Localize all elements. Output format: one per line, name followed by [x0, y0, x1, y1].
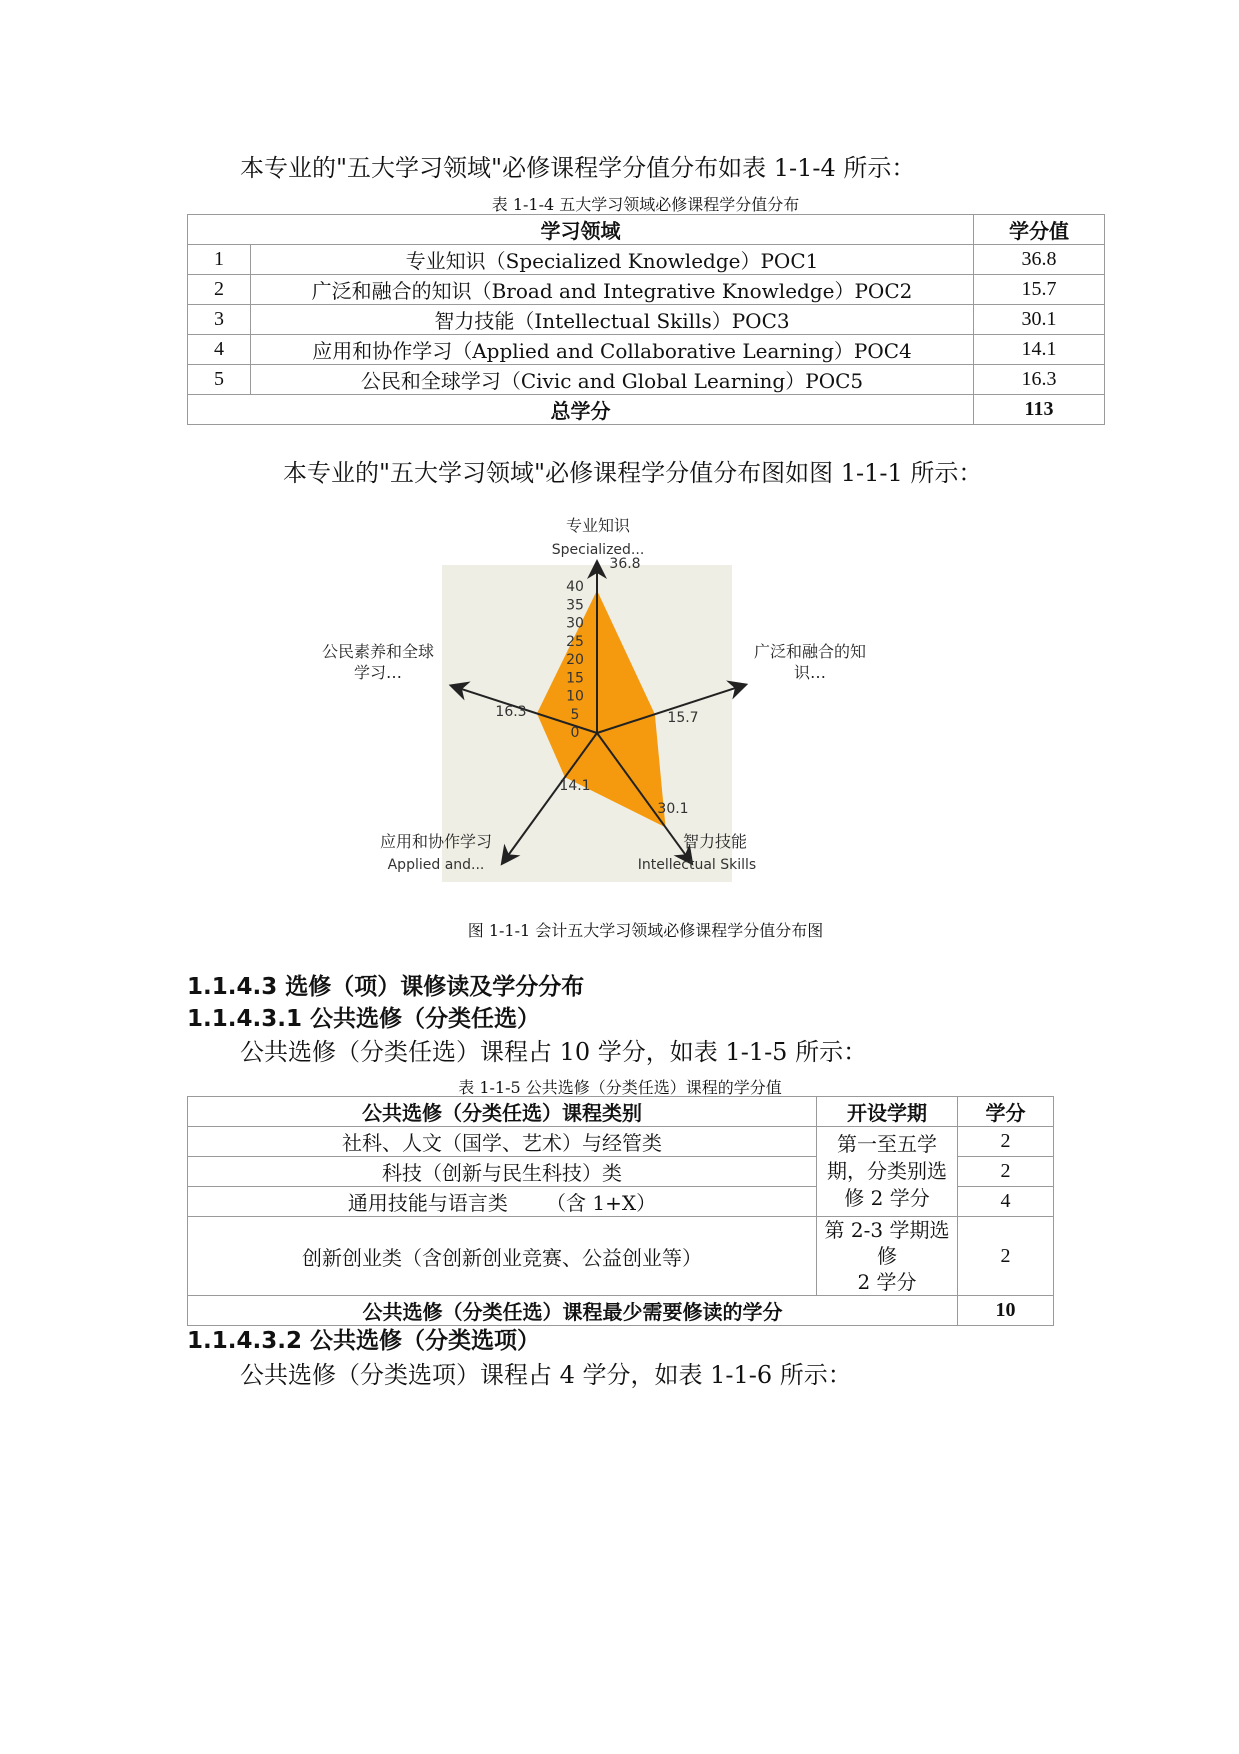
scale-tick-label: 10	[566, 688, 584, 705]
axis-label-en: Applied and...	[387, 857, 485, 873]
table-row	[188, 305, 1105, 335]
row-number: 4	[188, 335, 251, 365]
axis-label: 广泛和融合的知	[753, 642, 867, 661]
term-line: 修 2 学分	[844, 1186, 930, 1210]
category-credit: 2	[958, 1127, 1054, 1157]
axis-label: 公民素养和全球	[321, 642, 435, 661]
table-row	[188, 1127, 1054, 1157]
data-value-label: 15.7	[667, 710, 699, 726]
domain-name: 公民和全球学习（Civic and Global Learning）POC5	[251, 365, 974, 395]
section-heading-1-1-4-3-2: 1.1.4.3.2 公共选修（分类选项）	[187, 1328, 540, 1354]
data-value-label: 36.8	[609, 556, 641, 572]
row-number: 3	[188, 305, 251, 335]
term-cell	[817, 1127, 958, 1217]
axis-label: 智力技能	[682, 832, 748, 851]
category-credit: 4	[958, 1187, 1054, 1217]
scale-tick-label: 0	[570, 725, 580, 741]
intro-paragraph-1: 本专业的"五大学习领域"必修课程学分值分布如表 1-1-4 所示：	[240, 154, 916, 182]
table-five-domains	[187, 214, 1105, 425]
domain-name: 应用和协作学习（Applied and Collaborative Learning）POC4	[251, 335, 974, 365]
section-heading-1-1-4-3: 1.1.4.3 选修（项）课修读及学分分布	[187, 974, 585, 1000]
table-row	[188, 365, 1105, 395]
domain-value: 16.3	[974, 365, 1105, 395]
scale-tick-label: 5	[570, 706, 580, 723]
category-credit: 2	[958, 1157, 1054, 1187]
domain-value: 36.8	[974, 245, 1105, 275]
category-name: 科技（创新与民生科技）类	[188, 1157, 817, 1187]
table1-total-label: 总学分	[188, 395, 974, 425]
paragraph-public-elective: 公共选修（分类任选）课程占 10 学分，如表 1-1-5 所示：	[240, 1038, 868, 1066]
axis-label: 识…	[793, 663, 827, 682]
data-value-label: 16.3	[495, 704, 527, 720]
table1-header-credits: 学分值	[974, 215, 1105, 245]
table1-total-value: 113	[974, 395, 1105, 425]
category-name: 通用技能与语言类 （含 1+X）	[188, 1187, 817, 1217]
term-line: 期，分类别选	[827, 1159, 947, 1183]
row-number: 5	[188, 365, 251, 395]
data-value-label: 30.1	[657, 801, 689, 817]
axis-label: 学习…	[353, 663, 403, 682]
row-number: 1	[188, 245, 251, 275]
table-row	[188, 275, 1105, 305]
axis-label: 专业知识	[565, 516, 631, 535]
category-name: 社科、人文（国学、艺术）与经管类	[188, 1127, 817, 1157]
term-cell	[817, 1217, 958, 1296]
figure-caption: 图 1-1-1 会计五大学习领域必修课程学分值分布图	[467, 921, 824, 940]
radar-chart	[290, 510, 867, 890]
paragraph-public-elective-options: 公共选修（分类选项）课程占 4 学分，如表 1-1-6 所示：	[240, 1361, 852, 1389]
table2-header-credit: 学分	[958, 1097, 1054, 1127]
table2-header-term: 开设学期	[817, 1097, 958, 1127]
category-name: 创新创业类（含创新创业竞赛、公益创业等）	[188, 1217, 817, 1296]
scale-tick-label: 15	[566, 670, 584, 687]
scale-tick-label: 30	[566, 615, 584, 632]
domain-value: 30.1	[974, 305, 1105, 335]
table1-caption: 表 1-1-4 五大学习领域必修课程学分值分布	[491, 195, 800, 214]
domain-value: 15.7	[974, 275, 1105, 305]
table2-header-category: 公共选修（分类任选）课程类别	[188, 1097, 817, 1127]
domain-name: 专业知识（Specialized Knowledge）POC1	[251, 245, 974, 275]
domain-name: 广泛和融合的知识（Broad and Integrative Knowledge）POC2	[251, 275, 974, 305]
scale-tick-label: 25	[566, 633, 584, 650]
table1-header-domain: 学习领域	[188, 215, 974, 245]
term-line: 第一至五学	[837, 1132, 937, 1156]
category-credit: 2	[958, 1217, 1054, 1296]
intro-paragraph-2: 本专业的"五大学习领域"必修课程学分值分布图如图 1-1-1 所示：	[283, 459, 983, 487]
row-number: 2	[188, 275, 251, 305]
table-public-elective	[187, 1096, 1054, 1326]
radar-chart-svg	[290, 510, 867, 890]
table2-total-label: 公共选修（分类任选）课程最少需要修读的学分	[188, 1296, 958, 1326]
table-row	[188, 335, 1105, 365]
scale-tick-label: 35	[566, 597, 584, 614]
scale-tick-label: 20	[566, 652, 584, 668]
domain-value: 14.1	[974, 335, 1105, 365]
table2-total-value: 10	[958, 1296, 1054, 1326]
axis-label-en: Intellectual Skills	[637, 857, 757, 873]
table-row	[188, 1217, 1054, 1296]
data-value-label: 14.1	[559, 778, 591, 794]
domain-name: 智力技能（Intellectual Skills）POC3	[251, 305, 974, 335]
table2-caption: 表 1-1-5 公共选修（分类任选）课程的学分值	[458, 1078, 782, 1097]
scale-tick-label: 40	[566, 579, 584, 595]
section-heading-1-1-4-3-1: 1.1.4.3.1 公共选修（分类任选）	[187, 1006, 540, 1032]
table-row	[188, 245, 1105, 275]
term-line: 2 学分	[857, 1270, 917, 1294]
axis-label-en: Specialized...	[551, 542, 645, 558]
term-line: 第 2-3 学期选修	[824, 1218, 950, 1268]
axis-label: 应用和协作学习	[379, 832, 493, 851]
